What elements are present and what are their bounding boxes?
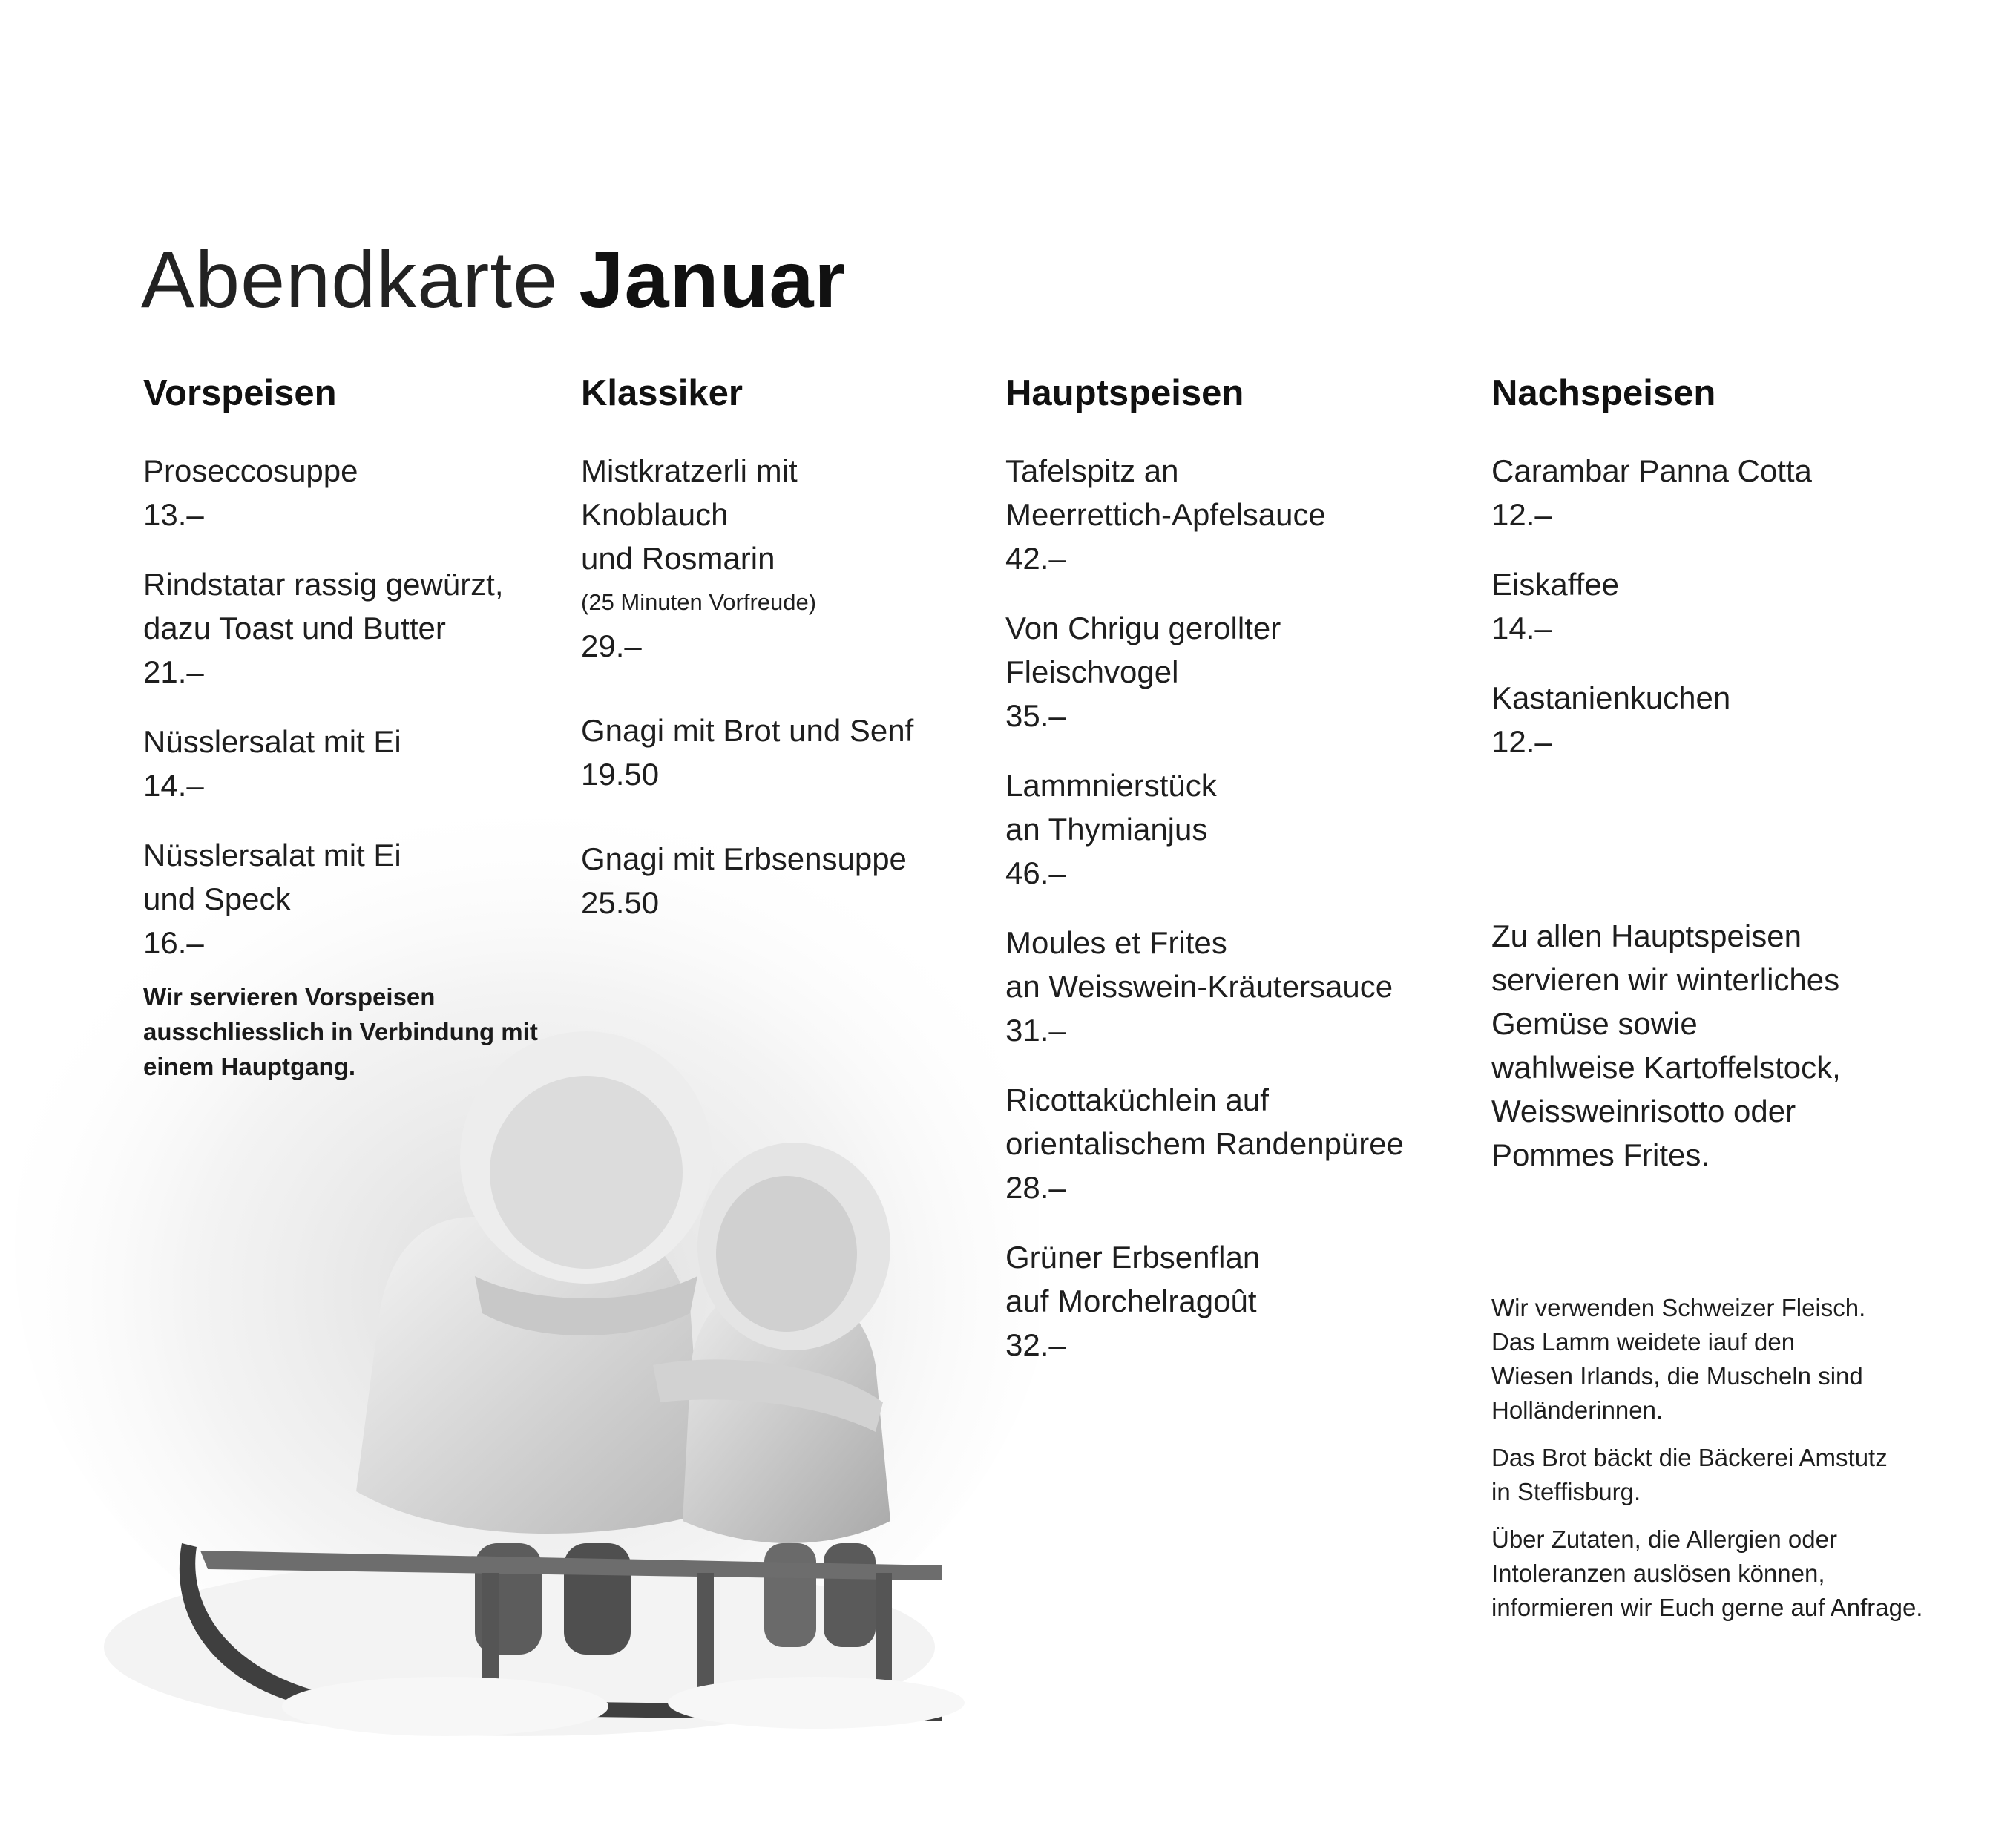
dish-name: Gnagi mit Brot und Senf: [581, 713, 914, 748]
menu-item: [1005, 449, 1465, 580]
dish-price: 12.–: [1491, 724, 1552, 759]
dish-price: 28.–: [1005, 1170, 1066, 1205]
dish-name: Nüsslersalat mit Ei und Speck: [143, 838, 401, 916]
section-heading: Klassiker: [581, 373, 743, 413]
menu-item: [1005, 1235, 1465, 1367]
section-heading: Vorspeisen: [143, 373, 337, 413]
dish-price: 35.–: [1005, 698, 1066, 733]
dish-name: Moules et Frites an Weisswein-Kräutersauce: [1005, 925, 1393, 1004]
dish-name: Kastanienkuchen: [1491, 680, 1731, 715]
menu-item: [143, 562, 559, 694]
menu-item: [1491, 562, 1981, 650]
bread-note: Das Brot bäckt die Bäckerei Amstutz in Steffisburg.: [1491, 1444, 1888, 1505]
section-vorspeisen: [143, 367, 559, 1084]
dish-price: 29.–: [581, 628, 642, 663]
menu-item: [143, 833, 559, 965]
section-heading: Hauptspeisen: [1005, 373, 1244, 413]
section-nachspeisen: [1491, 367, 1981, 789]
meat-origin-note: Wir verwenden Schweizer Fleisch. Das Lamm weidete iauf den Wiesen Irlands, die Muscheln sind Holländerinnen.: [1491, 1294, 1866, 1424]
dish-name: Von Chrigu gerollter Fleischvogel: [1005, 611, 1281, 689]
dish-name: Rindstatar rassig gewürzt, dazu Toast und Butter: [143, 567, 504, 645]
dish-name: Ricottaküchlein auf orientalischem Randenpüree: [1005, 1082, 1404, 1161]
allergen-note: Über Zutaten, die Allergien oder Intoleranzen auslösen können, informieren wir Euch gerne auf Anfrage.: [1491, 1525, 1923, 1621]
menu-item: [1005, 606, 1465, 737]
dish-name: Proseccosuppe: [143, 453, 358, 488]
dish-name: Gnagi mit Erbsensuppe: [581, 841, 907, 876]
menu-item: [1005, 921, 1465, 1052]
dish-price: 14.–: [143, 768, 204, 803]
dish-price: 25.50: [581, 885, 660, 920]
menu-item: [143, 449, 559, 536]
dish-name: Grüner Erbsenflan auf Morchelragoût: [1005, 1240, 1261, 1318]
section-hauptspeisen: [1005, 367, 1465, 1393]
section-klassiker: [581, 367, 967, 950]
dish-price: 16.–: [143, 925, 204, 960]
dish-note: (25 Minuten Vorfreude): [581, 589, 817, 615]
info-notes: [1491, 1291, 1996, 1638]
dish-name: Eiskaffee: [1491, 567, 1619, 602]
dish-name: Carambar Panna Cotta: [1491, 453, 1812, 488]
dish-price: 32.–: [1005, 1327, 1066, 1362]
dish-price: 31.–: [1005, 1013, 1066, 1048]
title-light: Abendkarte: [141, 234, 559, 325]
sides-note: Zu allen Hauptspeisen servieren wir winterliches Gemüse sowie wahlweise Kartoffelstock, Weissweinrisotto oder Pommes Frites.: [1491, 919, 1841, 1172]
menu-item: [143, 720, 559, 807]
menu-item: [1005, 763, 1465, 895]
menu-item: [581, 837, 967, 924]
page-title: [141, 231, 847, 328]
dish-price: 46.–: [1005, 855, 1066, 890]
dish-price: 12.–: [1491, 497, 1552, 532]
title-bold: Januar: [579, 234, 847, 325]
starter-policy-note: Wir servieren Vorspeisen ausschliesslich in Verbindung mit einem Hauptgang.: [143, 983, 538, 1080]
dish-name: Lammnierstück an Thymianjus: [1005, 768, 1217, 847]
dish-price: 14.–: [1491, 611, 1552, 645]
dish-name: Tafelspitz an Meerrettich-Apfelsauce: [1005, 453, 1326, 532]
dish-price: 13.–: [143, 497, 204, 532]
section-heading: Nachspeisen: [1491, 373, 1716, 413]
dish-price: 42.–: [1005, 541, 1066, 576]
menu-item: [1491, 676, 1981, 763]
menu-item: [1491, 449, 1981, 536]
dish-name: Mistkratzerli mit Knoblauch und Rosmarin: [581, 453, 798, 576]
dish-price: 19.50: [581, 757, 660, 792]
menu-item: [1005, 1078, 1465, 1209]
dish-price: 21.–: [143, 654, 204, 689]
menu-item: [581, 709, 967, 796]
menu-item: [581, 449, 967, 668]
dish-name: Nüsslersalat mit Ei: [143, 724, 401, 759]
